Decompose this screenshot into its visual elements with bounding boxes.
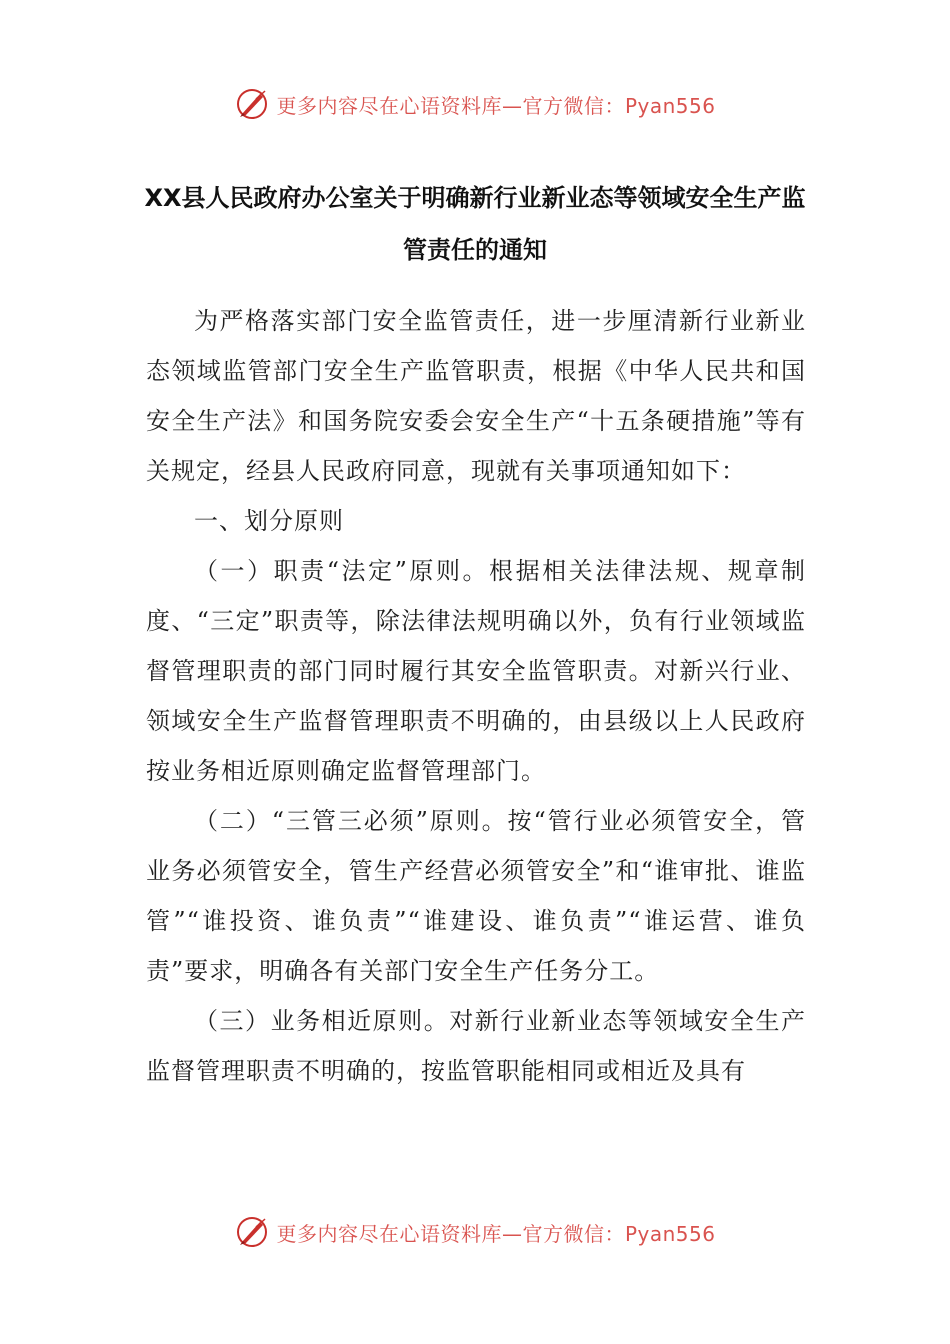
footer-watermark: [0, 1210, 950, 1254]
pen-quill-logo-icon: [234, 86, 270, 122]
principle-paragraph: （一）职责“法定”原则。根据相关法律法规、规章制度、“三定”职责等，除法律法规明确以外，负有行业领域监督管理职责的部门同时履行其安全监管职责。对新兴行业、领域安全生产监督管理职责不明确的，由县级以上人民政府按业务相近原则确定监督管理部门。: [146, 557, 806, 785]
header-watermark: [0, 82, 950, 126]
section-heading: 一、划分原则: [194, 507, 344, 535]
document-body: [146, 296, 806, 1096]
principle-paragraph: （三）业务相近原则。对新行业新业态等领域安全生产监督管理职责不明确的，按监管职能相同或相近及具有: [146, 1007, 806, 1085]
intro-paragraph: 为严格落实部门安全监管责任，进一步厘清新行业新业态领域监管部门安全生产监管职责，根据《中华人民共和国安全生产法》和国务院安委会安全生产“十五条硬措施”等有关规定，经县人民政府同意，现就有关事项通知如下：: [146, 307, 806, 485]
watermark-text: 更多内容尽在心语资料库—官方微信：Pyan556: [276, 1221, 716, 1246]
watermark-text: 更多内容尽在心语资料库—官方微信：Pyan556: [276, 93, 716, 118]
principle-paragraph: （二）“三管三必须”原则。按“管行业必须管安全，管业务必须管安全，管生产经营必须管安全”和“谁审批、谁监管”“谁投资、谁负责”“谁建设、谁负责”“谁运营、谁负责”要求，明确各有关部门安全生产任务分工。: [146, 807, 806, 985]
pen-quill-logo-icon: [234, 1214, 270, 1250]
document-title: XX县人民政府办公室关于明确新行业新业态等领域安全生产监管责任的通知: [144, 184, 806, 264]
